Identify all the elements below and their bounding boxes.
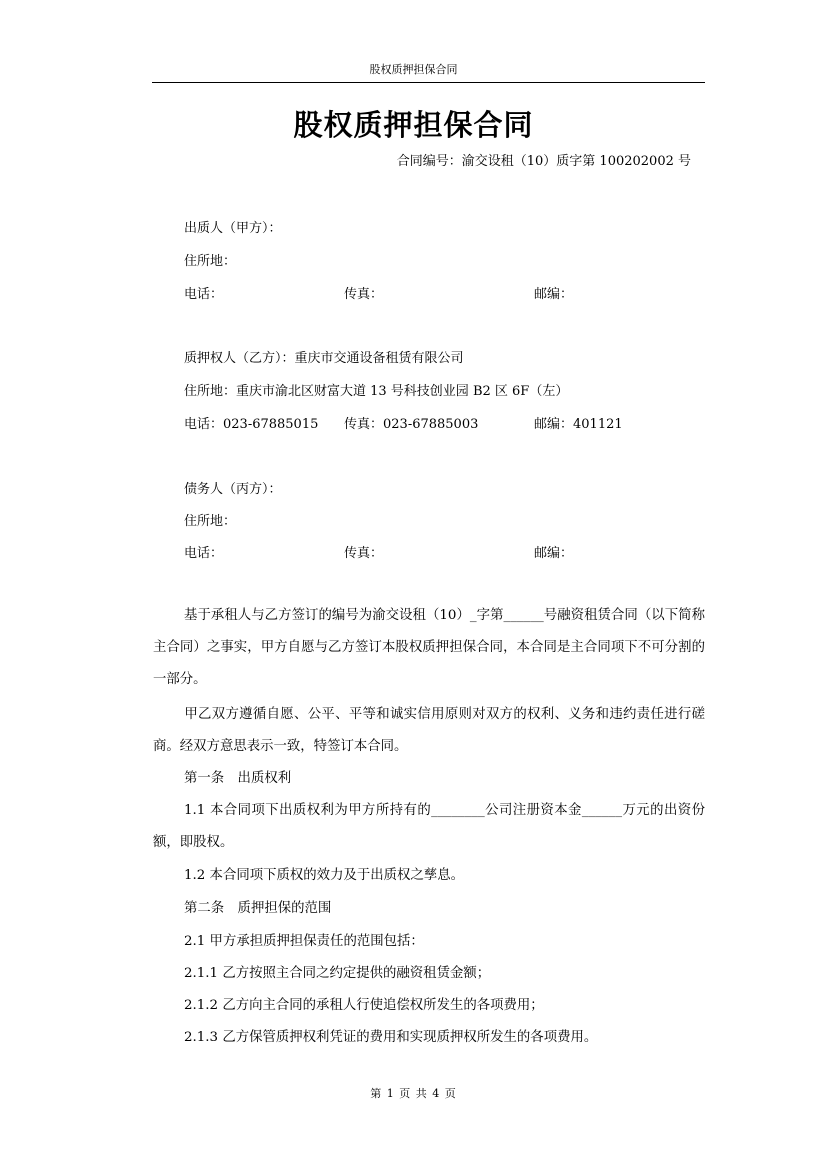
clause-1-2 [153, 860, 705, 892]
clause-1-1-text: 1.1 本合同项下出质权利为甲方所持有的________公司注册资本金______万元的出资份额，即股权。 [153, 803, 705, 850]
party-b-phone: 电话：023-67885015 [184, 417, 319, 432]
party-c-address: 住所地： [184, 514, 237, 529]
party-a-fax: 传真： [344, 287, 384, 302]
paragraph-preamble-text: 基于承租人与乙方签订的编号为渝交设租（10）_字第______号融资租赁合同（以下简称主合同）之事实，甲方自愿与乙方签订本股权质押担保合同，本合同是主合同项下不可分割的一部分。 [153, 608, 705, 687]
party-c-postcode: 邮编： [534, 546, 574, 561]
clause-2-1 [153, 926, 705, 958]
document-title: 股权质押担保合同 [293, 108, 534, 142]
article-1-title-text: 第一条 出质权利 [184, 771, 292, 786]
article-1-title [153, 763, 705, 795]
clause-2-1-2 [153, 990, 705, 1022]
party-b-address: 住所地：重庆市渝北区财富大道 13 号科技创业园 B2 区 6F（左） [184, 384, 569, 399]
party-a-phone: 电话： [184, 287, 224, 302]
paragraph-principles [153, 699, 705, 763]
party-c-name: 债务人（丙方）： [184, 482, 282, 497]
page-footer: 第 1 页 共 4 页 [370, 1087, 457, 1100]
party-a-postcode: 邮编： [534, 287, 574, 302]
party-c-phone: 电话： [184, 546, 224, 561]
clause-2-1-3 [153, 1022, 705, 1054]
clause-2-1-1 [153, 958, 705, 990]
party-b-name: 质押权人（乙方）：重庆市交通设备租赁有限公司 [184, 351, 464, 366]
clause-2-1-2-text: 2.1.2 乙方向主合同的承租人行使追偿权所发生的各项费用； [184, 998, 544, 1013]
article-2-title [153, 893, 705, 925]
clause-1-1 [153, 795, 705, 859]
paragraph-principles-text: 甲乙双方遵循自愿、公平、平等和诚实信用原则对双方的权利、义务和违约责任进行磋商。经双方意思表示一致，特签订本合同。 [153, 707, 705, 754]
party-b-postcode: 邮编：401121 [534, 417, 623, 432]
party-b-fax: 传真：023-67885003 [344, 417, 479, 432]
article-2-title-text: 第二条 质押担保的范围 [184, 901, 332, 916]
clause-1-2-text: 1.2 本合同项下质权的效力及于出质权之孳息。 [184, 868, 464, 883]
running-header: 股权质押担保合同 [369, 63, 458, 76]
party-a-name: 出质人（甲方）： [184, 221, 282, 236]
clause-2-1-1-text: 2.1.1 乙方按照主合同之约定提供的融资租赁金额； [184, 966, 491, 981]
party-c-fax: 传真： [344, 546, 384, 561]
contract-number: 合同编号：渝交设租（10）质字第 100202002 号 [396, 154, 691, 169]
clause-2-1-text: 2.1 甲方承担质押担保责任的范围包括： [184, 934, 424, 949]
paragraph-preamble [153, 600, 705, 696]
header-rule [152, 82, 705, 83]
party-a-address: 住所地： [184, 254, 237, 269]
clause-2-1-3-text: 2.1.3 乙方保管质押权利凭证的费用和实现质押权所发生的各项费用。 [184, 1030, 598, 1045]
